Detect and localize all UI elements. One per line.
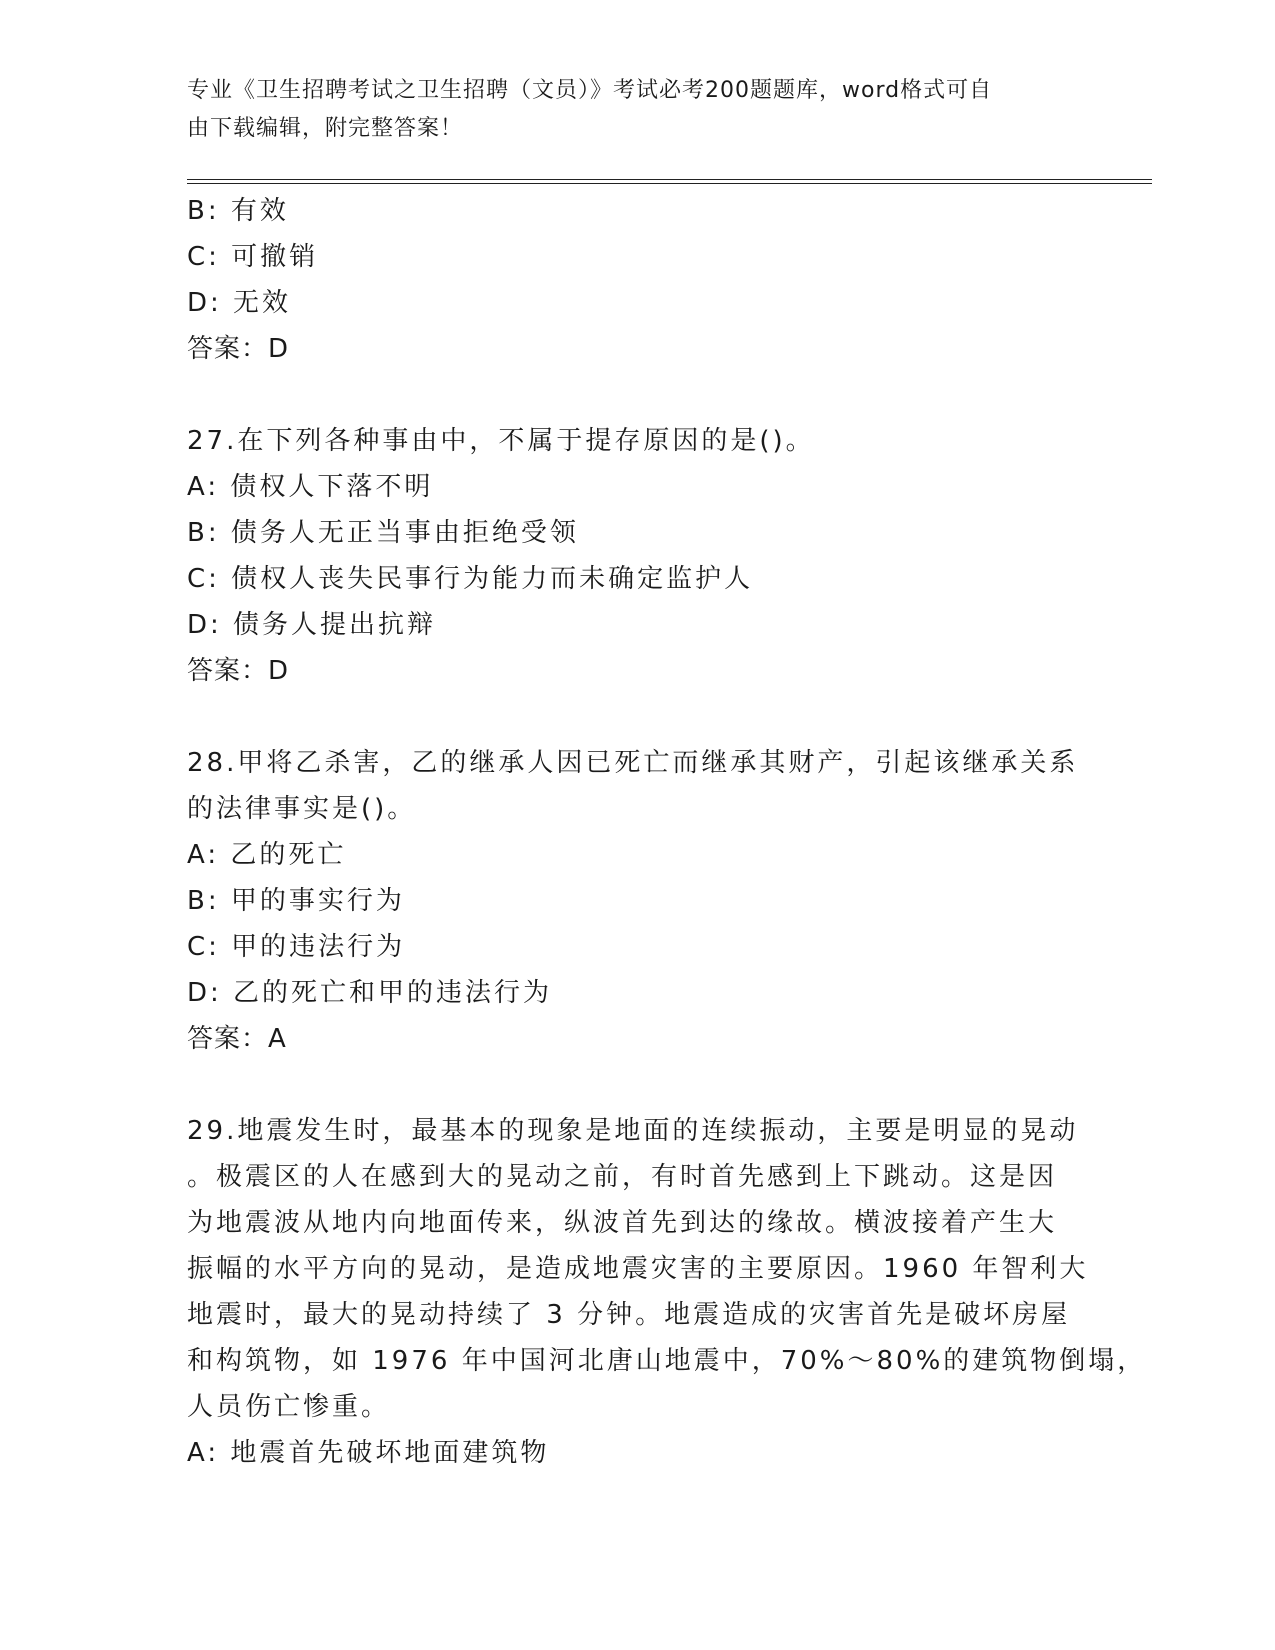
question-28 (187, 740, 1087, 1062)
option-b: B: 有效 (187, 196, 289, 226)
question-27 (187, 418, 1087, 694)
option-c: C: 可撤销 (187, 242, 319, 272)
header-line-2: 由下载编辑，附完整答案！ (187, 116, 464, 141)
header-line-1: 专业《卫生招聘考试之卫生招聘（文员）》考试必考200题题库，word格式可自 (187, 78, 993, 103)
question-text-line: 振幅的水平方向的晃动，是造成地震灾害的主要原因。1960 年智利大 (187, 1254, 1089, 1284)
answer-line: 答案：D (187, 334, 290, 364)
question-content (187, 188, 1147, 1476)
question-text-line: 人员伤亡惨重。 (187, 1392, 391, 1422)
option-d: D: 乙的死亡和甲的违法行为 (187, 978, 553, 1008)
spacer (187, 694, 1087, 740)
option-a: A: 地震首先破坏地面建筑物 (187, 1438, 550, 1468)
question-text-line: 。极震区的人在感到大的晃动之前，有时首先感到上下跳动。这是因 (187, 1162, 1058, 1192)
question-text (187, 418, 1087, 464)
question-text-line: 为地震波从地内向地面传来，纵波首先到达的缘故。横波接着产生大 (187, 1208, 1058, 1238)
header-divider-top (187, 179, 1152, 180)
question-text-line: 和构筑物，如 1976 年中国河北唐山地震中，70%～80%的建筑物倒塌， (187, 1346, 1147, 1376)
option-b: B: 债务人无正当事由拒绝受领 (187, 518, 579, 548)
question-text-line: 28.甲将乙杀害，乙的继承人因已死亡而继承其财产，引起该继承关系 (187, 748, 1079, 778)
spacer (187, 1062, 1087, 1108)
option-a: A: 乙的死亡 (187, 840, 347, 870)
option-c: C: 债权人丧失民事行为能力而未确定监护人 (187, 564, 754, 594)
option-a: A: 债权人下落不明 (187, 472, 434, 502)
answer-line: 答案：D (187, 656, 290, 686)
spacer (187, 372, 1087, 418)
document-header (187, 72, 1067, 148)
question-text-line: 地震时，最大的晃动持续了 3 分钟。地震造成的灾害首先是破坏房屋 (187, 1300, 1071, 1330)
answer-line: 答案：A (187, 1024, 287, 1054)
option-c: C: 甲的违法行为 (187, 932, 406, 962)
question-text (187, 740, 1087, 832)
option-b: B: 甲的事实行为 (187, 886, 405, 916)
question-29 (187, 1108, 1147, 1476)
prev-question-block (187, 188, 1087, 372)
option-d: D: 无效 (187, 288, 292, 318)
question-text-line: 27.在下列各种事由中，不属于提存原因的是()。 (187, 426, 815, 456)
option-d: D: 债务人提出抗辩 (187, 610, 437, 640)
header-divider-bottom (187, 183, 1152, 184)
question-text (187, 1108, 1147, 1430)
question-text-line: 的法律事实是()。 (187, 794, 417, 824)
question-text-line: 29.地震发生时，最基本的现象是地面的连续振动，主要是明显的晃动 (187, 1116, 1079, 1146)
